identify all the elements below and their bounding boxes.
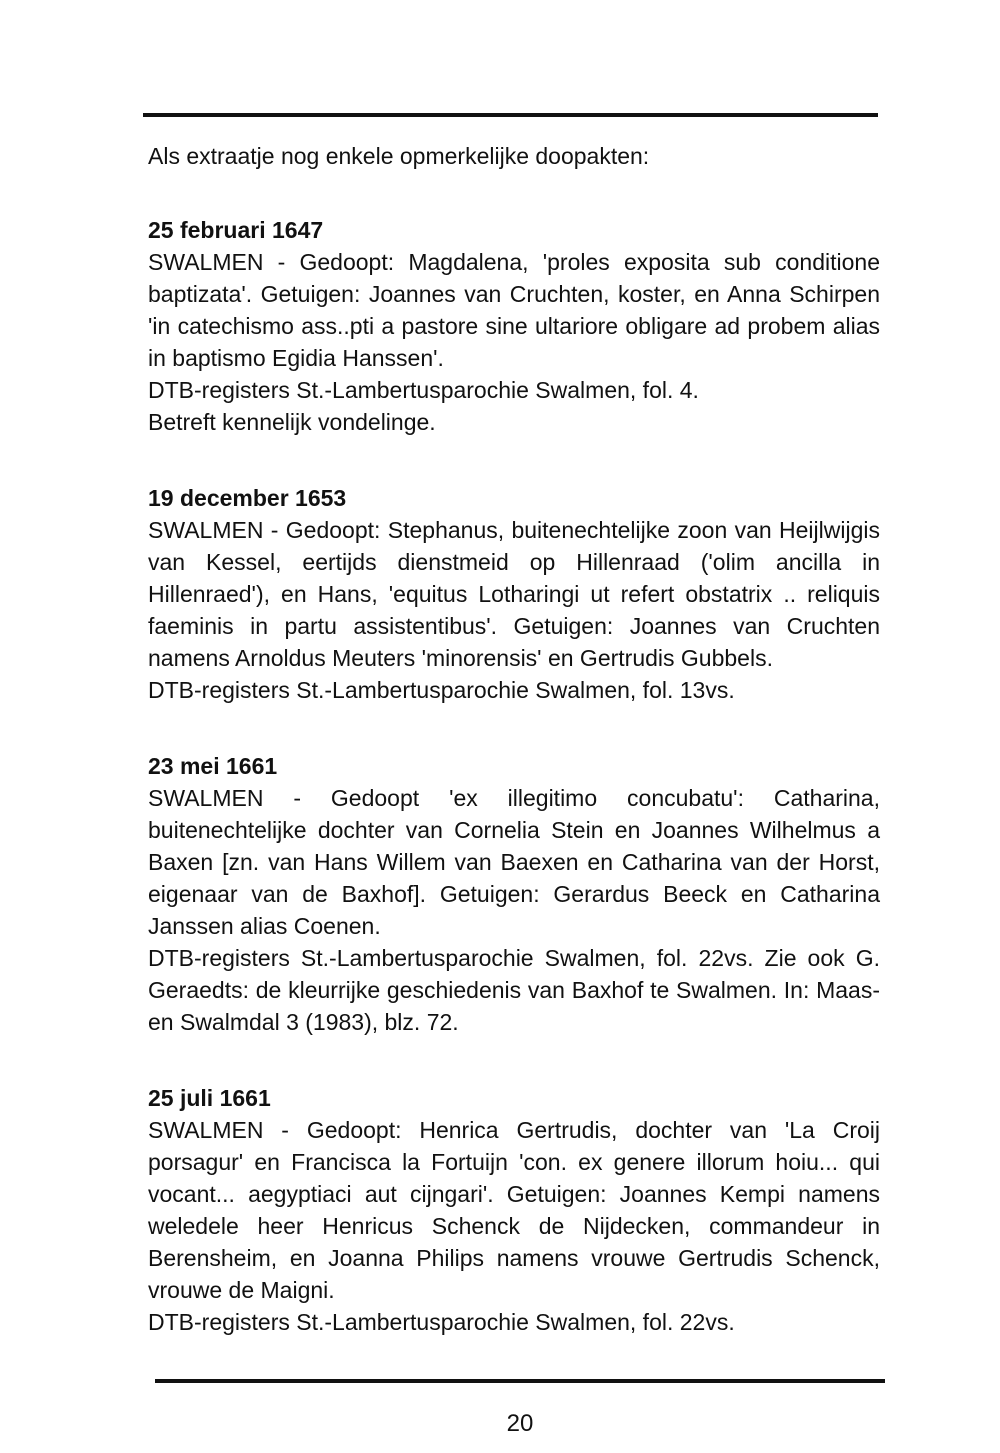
entry-date: 19 december 1653 (148, 485, 347, 511)
entry-1661-juli (148, 1082, 880, 1338)
entry-body: SWALMEN - Gedoopt: Henrica Gertrudis, dochter van 'La Croij porsagur' en Francisca la Fortuijn 'con. ex genere illorum hoiu... qui vocant... aegyptiaci aut cijngari'. Getuigen: Joannes Kempi namens weledele heer Henricus Schenck de Nijdecken, commandeur in Berensheim, en Joanna Philips namens vrouwe Gertrudis Schenck, vrouwe de Maigni. (148, 1117, 880, 1303)
page-number: 20 (506, 1410, 534, 1437)
page-content (148, 140, 880, 1338)
entry-body: SWALMEN - Gedoopt: Magdalena, 'proles exposita sub conditione baptizata'. Getuigen: Joannes van Cruchten, koster, en Anna Schirpen 'in catechismo ass..pti a pastore sine ultariore obligare ad probem alias in baptismo Egidia Hanssen'. (148, 249, 880, 371)
entry-source: DTB-registers St.-Lambertusparochie Swalmen, fol. 13vs. (148, 677, 735, 703)
entry-date: 25 juli 1661 (148, 1085, 271, 1111)
entry-body: SWALMEN - Gedoopt 'ex illegitimo concubatu': Catharina, buitenechtelijke dochter van Cornelia Stein en Joannes Wilhelmus a Baxen [zn. van Hans Willem van Baexen en Catharina van der Horst, eigenaar van de Baxhof]. Getuigen: Gerardus Beeck en Catharina Janssen alias Coenen. (148, 785, 880, 939)
entry-1653 (148, 482, 880, 706)
intro-text: Als extraatje nog enkele opmerkelijke doopakten: (148, 143, 650, 169)
entry-source: DTB-registers St.-Lambertusparochie Swalmen, fol. 22vs. Zie ook G. Geraedts: de kleurrijke geschiedenis van Baxhof te Swalmen. In: Maas- en Swalmdal 3 (1983), blz. 72. (148, 945, 880, 1035)
entry-date: 23 mei 1661 (148, 753, 278, 779)
top-rule (143, 113, 878, 117)
entry-1647 (148, 214, 880, 438)
entry-1661-mei (148, 750, 880, 1038)
entry-body: SWALMEN - Gedoopt: Stephanus, buitenechtelijke zoon van Heijlwijgis van Kessel, eertijds dienstmeid op Hillenraad ('olim ancilla in Hillenraed'), en Hans, 'equitus Lotharingi ut refert obstatrix .. reliquis faeminis in partu assistentibus'. Getuigen: Joannes van Cruchten namens Arnoldus Meuters 'minorensis' en Gertrudis Gubbels. (148, 517, 880, 671)
entry-date: 25 februari 1647 (148, 217, 324, 243)
entry-source: DTB-registers St.-Lambertusparochie Swalmen, fol. 4. (148, 377, 699, 403)
entry-source: DTB-registers St.-Lambertusparochie Swalmen, fol. 22vs. (148, 1309, 735, 1335)
entry-note: Betreft kennelijk vondelinge. (148, 409, 436, 435)
bottom-rule (155, 1379, 885, 1383)
